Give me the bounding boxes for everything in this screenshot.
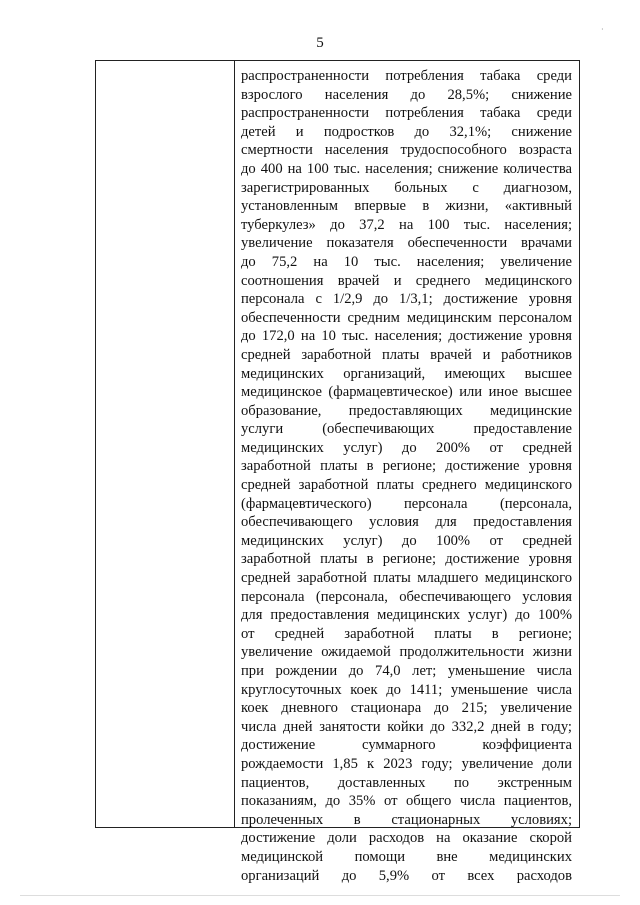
text-line: персонала (персонала, обеспечивающего условия xyxy=(241,588,572,605)
text-line: до 400 на 100 тыс. населения; снижение количества xyxy=(241,160,572,177)
text-line: увеличение показателя обеспеченности врачами xyxy=(241,235,572,252)
text-line: услуги (обеспечивающих предоставление xyxy=(241,421,572,438)
text-line: детей и подростков до 32,1%; снижение xyxy=(241,123,572,140)
text-line: достижение доли расходов на оказание скорой xyxy=(241,830,572,847)
text-line: пролеченных в стационарных условиях; xyxy=(241,811,572,828)
text-line: взрослого населения до 28,5%; снижение xyxy=(241,86,572,103)
text-line: персонала с 1/2,9 до 1/3,1; достижение уровня xyxy=(241,291,572,308)
text-line: медицинской помощи вне медицинских xyxy=(241,848,572,865)
text-line: установленным впервые в жизни, «активный xyxy=(241,198,572,215)
text-line: соотношения врачей и среднего медицинского xyxy=(241,272,572,289)
text-line: образование, предоставляющих медицинские xyxy=(241,402,572,419)
text-line: при рождении до 74,0 лет; уменьшение числа xyxy=(241,663,572,679)
text-line: зарегистрированных больных с диагнозом, xyxy=(241,179,572,196)
page-number: 5 xyxy=(316,35,324,51)
text-line: медицинских организаций, имеющих высшее xyxy=(241,365,572,382)
text-line: (фармацевтического) персонала (персонала, xyxy=(241,495,572,512)
text-line: обеспечивающего условия для предоставления xyxy=(241,514,572,531)
corner-mark: · xyxy=(601,25,604,34)
text-line: числа дней занятости койки до 332,2 дней в году; xyxy=(241,718,572,735)
text-line: коек дневного стационара до 215; увеличение xyxy=(241,700,572,717)
text-line: до 172,0 на 10 тыс. населения; достижение уровня xyxy=(241,328,572,345)
table-left-column xyxy=(96,61,235,827)
text-line: заработной платы в регионе; достижение уровня xyxy=(241,551,572,568)
text-line: показаниям, до 35% от общего числа пациентов, xyxy=(241,793,572,810)
text-line: средней заработной платы среднего медицинского xyxy=(241,477,572,494)
text-line: увеличение ожидаемой продолжительности жизни xyxy=(241,644,572,661)
document-table xyxy=(95,60,580,884)
text-line: медицинских услуг) до 200% от средней xyxy=(241,439,572,456)
text-line: для предоставления медицинских услуг) до 100% xyxy=(241,607,572,624)
text-line: средней заработной платы младшего медицинского xyxy=(241,570,572,587)
text-line: до 75,2 на 10 тыс. населения; увеличение xyxy=(241,253,572,270)
text-line: смертности населения трудоспособного возраста xyxy=(241,142,572,159)
table-right-column xyxy=(241,67,572,885)
text-line: рождаемости 1,85 к 2023 году; увеличение доли xyxy=(241,755,572,772)
text-line: туберкулез» до 37,2 на 100 тыс. населения; xyxy=(241,216,572,233)
text-line: медицинское (фармацевтическое) или иное высшее xyxy=(241,384,572,401)
text-line: распространенности потребления табака среди xyxy=(241,105,572,122)
text-line: медицинских услуг) до 100% от средней xyxy=(241,532,572,549)
text-line: круглосуточных коек до 1411; уменьшение числа xyxy=(241,681,572,698)
text-line: распространенности потребления табака среди xyxy=(241,68,572,84)
text-line: организаций до 5,9% от всех расходов xyxy=(241,867,572,884)
text-line: средней заработной платы врачей и работников xyxy=(241,346,572,363)
text-line: от средней заработной платы в регионе; xyxy=(241,625,572,642)
text-line: пациентов, доставленных по экстренным xyxy=(241,774,572,791)
scan-edge-line xyxy=(20,895,620,896)
text-line: достижение суммарного коэффициента xyxy=(241,737,572,754)
text-line: заработной платы в регионе; достижение уровня xyxy=(241,458,572,475)
text-line: обеспеченности средним медицинским персоналом xyxy=(241,309,572,326)
